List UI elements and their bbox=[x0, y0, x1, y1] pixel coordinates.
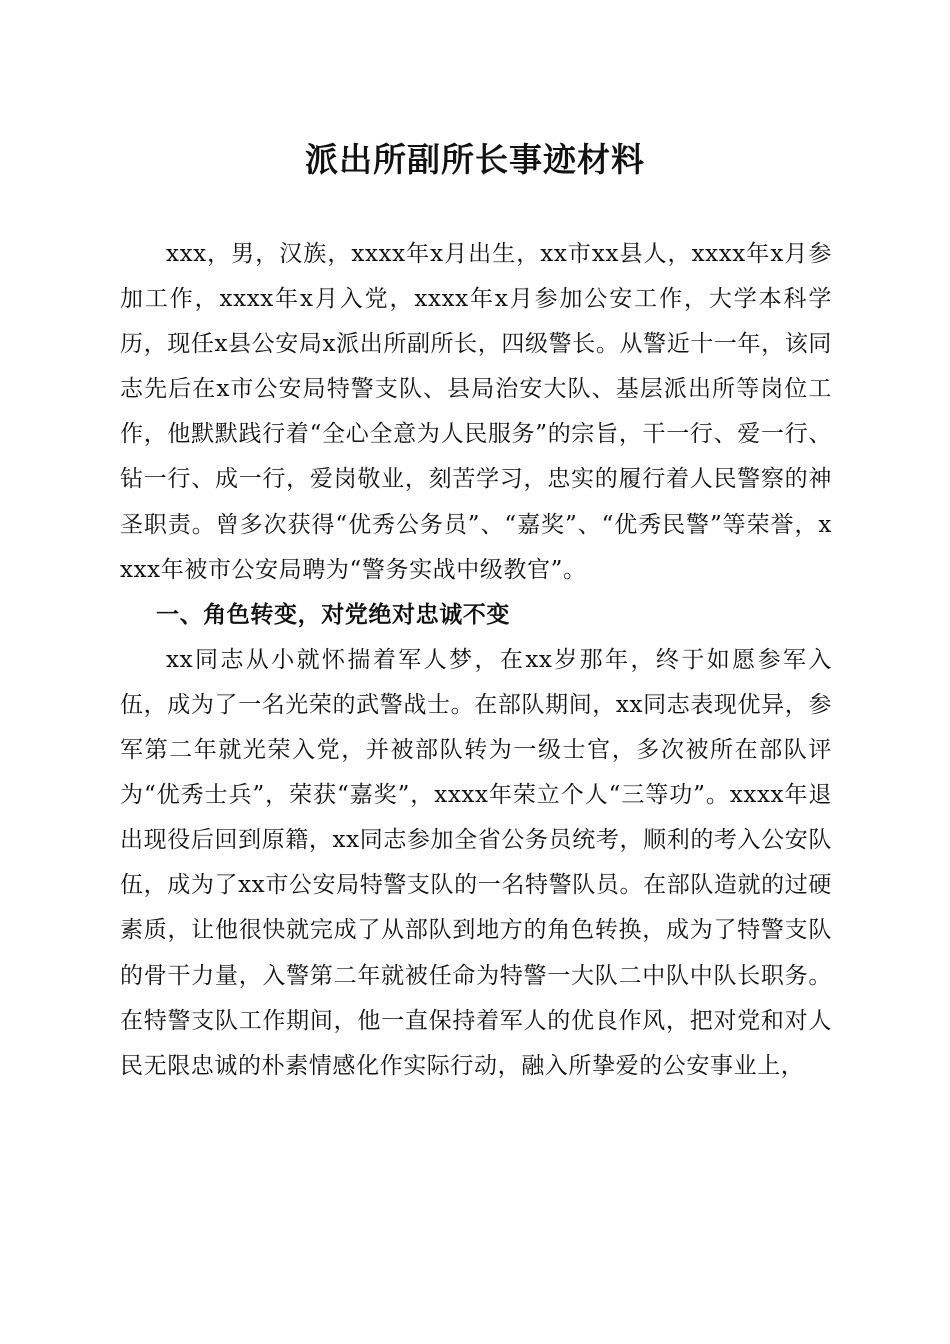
document-body bbox=[120, 232, 832, 1089]
document-title: 派出所副所长事迹材料 bbox=[305, 140, 645, 179]
section-1-paragraph: xx同志从小就怀揣着军人梦，在xx岁那年，终于如愿参军入伍，成为了一名光荣的武警战士。在部队期间，xx同志表现优异，参军第二年就光荣入党，并被部队转为一级士官，多次被所在部队评为“优秀士兵”，荣获“嘉奖”，xxxx年荣立个人“三等功”。xxxx年退出现役后回到原籍，xx同志参加全省公务员统考，顺利的考入公安队伍，成为了xx市公安局特警支队的一名特警队员。在部队造就的过硬素质，让他很快就完成了从部队到地方的角色转换，成为了特警支队的骨干力量，入警第二年就被任命为特警一大队二中队中队长职务。在特警支队工作期间，他一直保持着军人的优良作风，把对党和对人民无限忠诚的朴素情感化作实际行动，融入所挚爱的公安事业上， bbox=[120, 646, 832, 1079]
intro-paragraph: xxx，男，汉族，xxxx年x月出生，xx市xx县人，xxxx年x月参加工作，xxxx年x月入党，xxxx年x月参加公安工作，大学本科学历，现任x县公安局x派出所副所长，四级警长。从警近十一年，该同志先后在x市公安局特警支队、县局治安大队、基层派出所等岗位工作，他默默践行着“全心全意为人民服务”的宗旨，干一行、爱一行、钻一行、成一行，爱岗敬业，刻苦学习，忠实的履行着人民警察的神圣职责。曾多次获得“优秀公务员”、“嘉奖”、“优秀民警”等荣誉，xxxx年被市公安局聘为“警务实战中级教官”。 bbox=[120, 241, 832, 583]
section-heading-1: 一、角色转变，对党绝对忠诚不变 bbox=[156, 601, 510, 628]
